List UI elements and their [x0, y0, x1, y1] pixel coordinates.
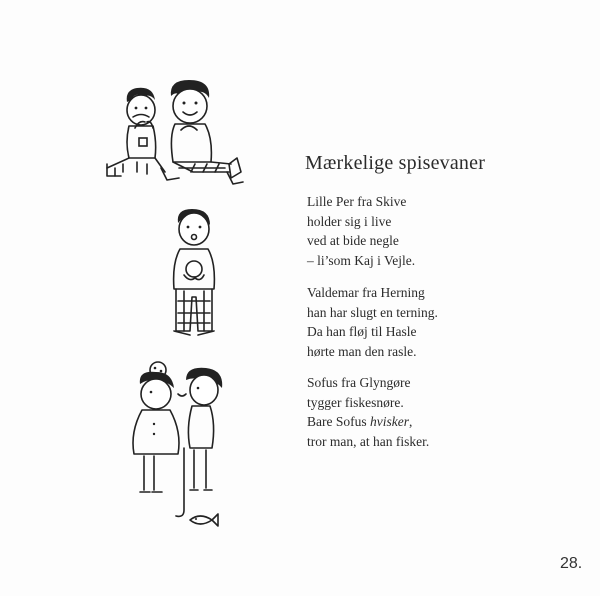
illustration-standing-boy: [160, 205, 230, 345]
die-shape: [186, 261, 202, 277]
stanza-line: holder sig i live: [307, 213, 392, 229]
stanza-line: hørte man den rasle.: [307, 343, 417, 359]
stanza-line: Sofus fra Glyngøre: [307, 375, 411, 390]
girl-figure: [133, 362, 179, 492]
stanza-line: han har slugt en terning.: [307, 304, 438, 320]
stanza-3: [307, 373, 429, 451]
fish-icon: [190, 514, 218, 526]
page-number: 28.: [560, 555, 583, 572]
stanza-2: [307, 283, 438, 361]
stanza-line: tygger fiskesnøre.: [307, 394, 404, 410]
right-child-figure: [171, 80, 243, 184]
illustration-two-sitting-children: [95, 72, 255, 197]
stanza-line: Lille Per fra Skive: [307, 194, 407, 209]
poem-title: Mærkelige spisevaner: [305, 152, 486, 174]
stanza-line: – li’som Kaj i Vejle.: [307, 252, 416, 268]
stanza-line-with-italic: [307, 412, 429, 432]
stanza-line: Da han fløj til Hasle: [307, 324, 417, 339]
stanza-line: Valdemar fra Herning: [307, 285, 425, 300]
stanza-line: ved at bide negle: [307, 233, 399, 248]
left-child-figure: [107, 88, 179, 180]
line-prefix: Bare Sofus: [307, 414, 370, 429]
stanza-1: [307, 192, 415, 270]
illustration-whispering-children: [120, 358, 240, 533]
italic-word: hvisker: [370, 414, 409, 429]
line-suffix: ,: [408, 414, 413, 429]
stanza-line: tror man, at han fisker.: [307, 433, 430, 449]
fishing-line: [176, 448, 184, 516]
